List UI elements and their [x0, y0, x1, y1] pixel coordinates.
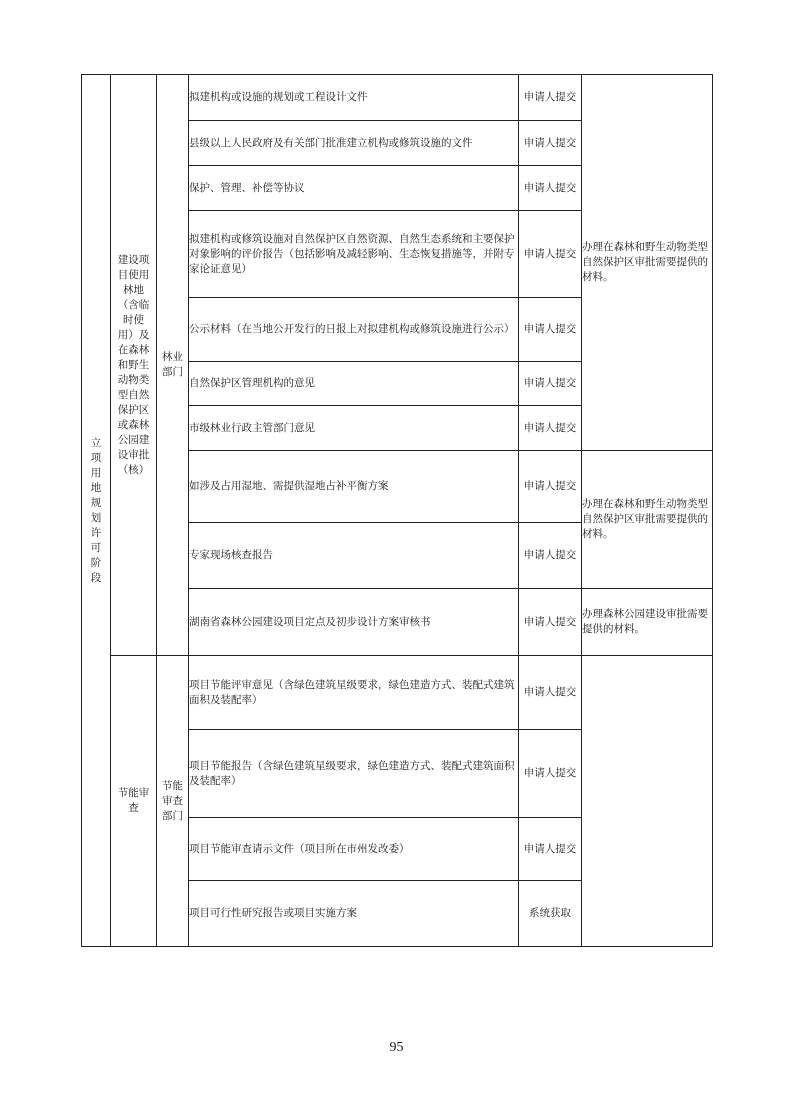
- requirement-cell: 拟建机构或修筑设施对自然保护区自然资源、自然生态系统和主要保护对象影响的评价报告（包括影响及减轻影响、生态恢复措施等，并附专家论证意见）: [189, 211, 519, 298]
- submission-mode: 申请人提交: [519, 523, 582, 589]
- stage-label: 立项用地规划许可阶段: [90, 436, 102, 584]
- note-cell: 办理在森林和野生动物类型自然保护区审批需要提供的材料。: [582, 75, 713, 451]
- requirement-cell: 县级以上人民政府及有关部门批准建立机构或修筑设施的文件: [189, 121, 519, 166]
- submission-mode: 申请人提交: [519, 166, 582, 211]
- requirement-cell: 公示材料（在当地公开发行的日报上对拟建机构或修筑设施进行公示）: [189, 298, 519, 362]
- submission-mode: 申请人提交: [519, 298, 582, 362]
- page-number: 95: [389, 1040, 404, 1055]
- submission-mode: 系统获取: [519, 881, 582, 947]
- requirement-cell: 保护、管理、补偿等协议: [189, 166, 519, 211]
- submission-mode: 申请人提交: [519, 730, 582, 818]
- item-label-energy: 节能审查: [117, 787, 150, 814]
- requirement-cell: 自然保护区管理机构的意见: [189, 362, 519, 406]
- submission-mode: 申请人提交: [519, 656, 582, 730]
- requirement-cell: 拟建机构或设施的规划或工程设计文件: [189, 75, 519, 121]
- submission-mode: 申请人提交: [519, 451, 582, 523]
- submission-mode: 申请人提交: [519, 818, 582, 881]
- item-cell-energy: [111, 656, 157, 947]
- submission-mode: 申请人提交: [519, 589, 582, 656]
- note-cell: 办理森林公园建设审批需要提供的材料。: [582, 589, 713, 656]
- submission-mode: 申请人提交: [519, 362, 582, 406]
- requirement-cell: 湖南省森林公园建设项目定点及初步设计方案审核书: [189, 589, 519, 656]
- requirement-cell: 项目节能评审意见（含绿色建筑星级要求，绿色建造方式、装配式建筑面积及装配率）: [189, 656, 519, 730]
- note-cell: [582, 656, 713, 947]
- dept-cell-forest: [157, 75, 189, 656]
- requirement-cell: 项目节能报告（含绿色建筑星级要求，绿色建造方式、装配式建筑面积及装配率）: [189, 730, 519, 818]
- requirement-cell: 如涉及占用湿地、需提供湿地占补平衡方案: [189, 451, 519, 523]
- dept-cell-energy: [157, 656, 189, 947]
- stage-cell: [82, 75, 111, 947]
- note-cell: 办理在森林和野生动物类型自然保护区审批需要提供的材料。: [582, 451, 713, 589]
- submission-mode: 申请人提交: [519, 211, 582, 298]
- requirement-cell: 市级林业行政主管部门意见: [189, 406, 519, 451]
- submission-mode: 申请人提交: [519, 121, 582, 166]
- dept-label-energy: 节能审查部门: [162, 779, 183, 822]
- item-label-forest: 建设项目使用林地（含临时使用）及在森林和野生动物类型自然保护区或森林公园建设审批（核）: [117, 253, 150, 476]
- requirement-cell: 项目可行性研究报告或项目实施方案: [189, 881, 519, 947]
- submission-mode: 申请人提交: [519, 75, 582, 121]
- materials-table: [81, 74, 713, 947]
- dept-label-forest: 林业部门: [162, 351, 183, 378]
- submission-mode: 申请人提交: [519, 406, 582, 451]
- requirement-cell: 项目节能审查请示文件（项目所在市州发改委）: [189, 818, 519, 881]
- item-cell-forest: [111, 75, 157, 656]
- requirement-cell: 专家现场核查报告: [189, 523, 519, 589]
